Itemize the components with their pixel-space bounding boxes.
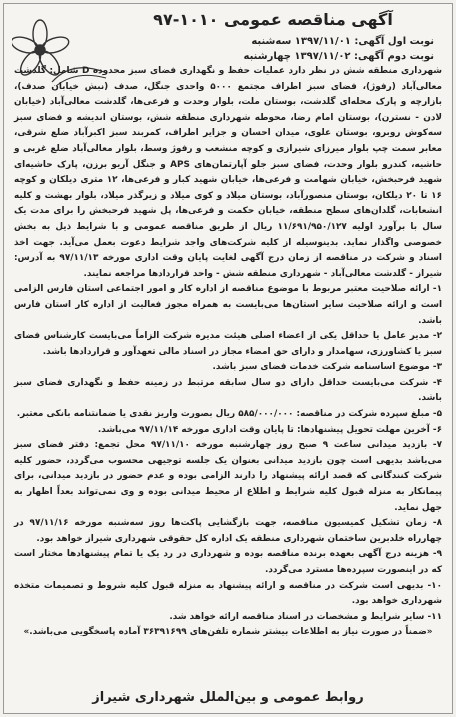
notice-intro: شهرداری منطقه شش در نظر دارد عملیات حفظ و نگهداری فضای سبز محدوده D شامل: گلدشت معالی‌آباد (رفوژ)، فضای سبز اطراف مجتمع ۵۰۰۰ واحدی جنگل، صدف (نبش خیابان صدف)، بازارچه و پارک محله‌ای گلدشت، بوستان ملت، بلوار وحدت و فرعی‌ها، گلدشت معالی‌آباد (خیابان لادن - نسترن)، بوستان امام رضا، محوطه شهرداری منطقه شش، بوستان اندیشه و فضای سبز سه‌کوش روبرو، بوستان علوی، میدان احسان و جزایر اطراف، کمربند سبز اکبرآباد ضلع شرقی، معابر سمت چپ بلوار میرزای شیرازی و کوچه منشعب و رفوژ وسط، بلوار معالی‌آباد ضلع غربی و حاشیه، کندرو بلوار وحدت، فضای سبز جلو آپارتمان‌های APS و جنگل آریو برزن، پارک حاشیه‌ای شهید فرحبخش، خیابان شهامت و فرعی‌ها، خیابان شهید کبار و فرعی‌ها، ۱۲ متری دیلکان و کوچه ۱۶ تا ۲۰ دیلکان، بوستان منصورآباد، بوستان میلاد و کوی میلاد و زیرگذر میلاد، بلوار بهشت و کلیه انشعابات، گلدان‌های سطح منطقه، خیابان حکمت و فرعی‌ها، پل شهید فرحبخش را برای مدت یک سال با برآورد اولیه ۱۱/۶۹۱/۹۵۰/۱۲۷ ریال از طریق مناقصه عمومی و با شرایط ذیل به بخش خصوصی واگذار نماید. بدینوسیله از کلیه شرکت‌های واجد شرایط دعوت بعمل می‌آید. جهت اخذ اسناد و شرکت در مناقصه از زمان درج آگهی لغایت پایان وقت اداری مورخه ۹۷/۱۱/۱۳ به آدرس: شیراز - گلدشت معالی‌آباد - شهرداری منطقه شش - واحد قراردادها مراجعه نمایند. (14, 66, 442, 279)
condition-item: ۵- مبلغ سپرده شرکت در مناقصه: ۵۸۵/۰۰۰/۰۰۰ ریال بصورت واریز نقدی یا ضمانتنامه بانکی معتبر. (16, 409, 442, 420)
contact-note: «ضمناً در صورت نیاز به اطلاعات بیشتر شماره تلفن‌های ۳۶۳۹۱۶۹۹ آماده پاسخگویی می‌باشد.» (23, 627, 433, 638)
condition-item: ۲- مدیر عامل یا حداقل یکی از اعضاء اصلی هیئت مدیره شرکت الزاماً می‌بایست کارشناس فضای سبز یا کشاورزی، سهامدار و دارای حق امضاء مجاز در اسناد مالی تعهدآور و قراردادها باشد. (14, 331, 442, 357)
condition-item: ۱۰- بدیهی است شرکت در مناقصه و ارائه پیشنهاد به منزله قبول کلیه شروط و تصمیمات متخذه شهرداری خواهد بود. (14, 580, 442, 607)
condition-item: ۱- ارائه صلاحیت معتبر مربوط با موضوع مناقصه از اداره کار و امور اجتماعی استان فارس الزامی است و ارائه صلاحیت سایر استان‌ها می‌بایست به همراه مجوز فعالیت از اداره کار استان فارس باشد. (14, 284, 442, 326)
condition-item: ۸- زمان تشکیل کمیسیون مناقصه، جهت بازگشایی پاکت‌ها روز سه‌شنبه مورخه ۹۷/۱۱/۱۶ در چهارراه خلدبرین ساختمان شهرداری منطقه یک اداره کل حقوقی شهرداری شیراز خواهد بود. (14, 518, 442, 544)
first-publication-date: نوبت اول آگهی: ۱۳۹۷/۱۱/۰۱ سه‌شنبه (251, 36, 434, 47)
condition-item: ۳- موضوع اساسنامه شرکت خدمات فضای سبز باشد. (212, 362, 442, 373)
condition-item: ۴- شرکت می‌بایست حداقل دارای دو سال سابقه مرتبط در زمینه حفظ و نگهداری فضای سبز باشد. (14, 377, 442, 404)
notice-frame (3, 3, 453, 714)
second-publication-date: نوبت دوم آگهی: ۱۳۹۷/۱۱/۰۲ چهارشنبه (243, 51, 434, 62)
condition-item: ۹- هزینه درج آگهی بعهده برنده مناقصه بوده و شهرداری در رد یک یا تمام پیشنهادها مختار است که در اینصورت سپرده‌ها مسترد می‌گردد. (14, 549, 442, 575)
condition-item: ۱۱- سایر شرایط و مشخصات در اسناد مناقصه ارائه خواهد شد. (169, 611, 442, 622)
notice-dates (114, 34, 434, 64)
notice-body (14, 64, 442, 641)
notice-footer: روابط عمومی و بین‌الملل شهرداری شیراز (92, 690, 364, 705)
condition-item: ۶- آخرین مهلت تحویل پیشنهادها: تا پایان وقت اداری مورخه ۹۷/۱۱/۱۴ می‌باشد. (97, 424, 442, 435)
conditions-list (14, 282, 442, 625)
condition-item: ۷- بازدید میدانی ساعت ۹ صبح روز چهارشنبه مورخه ۹۷/۱۱/۱۰ محل تجمع: دفتر فضای سبز می‌باشد بدیهی است چون بازدید میدانی بعنوان یک جلسه توجیهی محسوب می‌گردد، حضور کلیه شرکت کنندگانی که قصد ارائه پیشنهاد را دارند الزامی بوده و عدم حضور در بازدید میدانی، برای پیمانکار به منزله قبول کلیه شرایط و اطلاع از محیط میدانی بوده و وی نمی‌تواند بعداً اظهار به جهل نماید. (14, 440, 442, 513)
notice-title: آگهی مناقصه عمومی ۱۰۱۰-۹۷ (153, 10, 393, 29)
